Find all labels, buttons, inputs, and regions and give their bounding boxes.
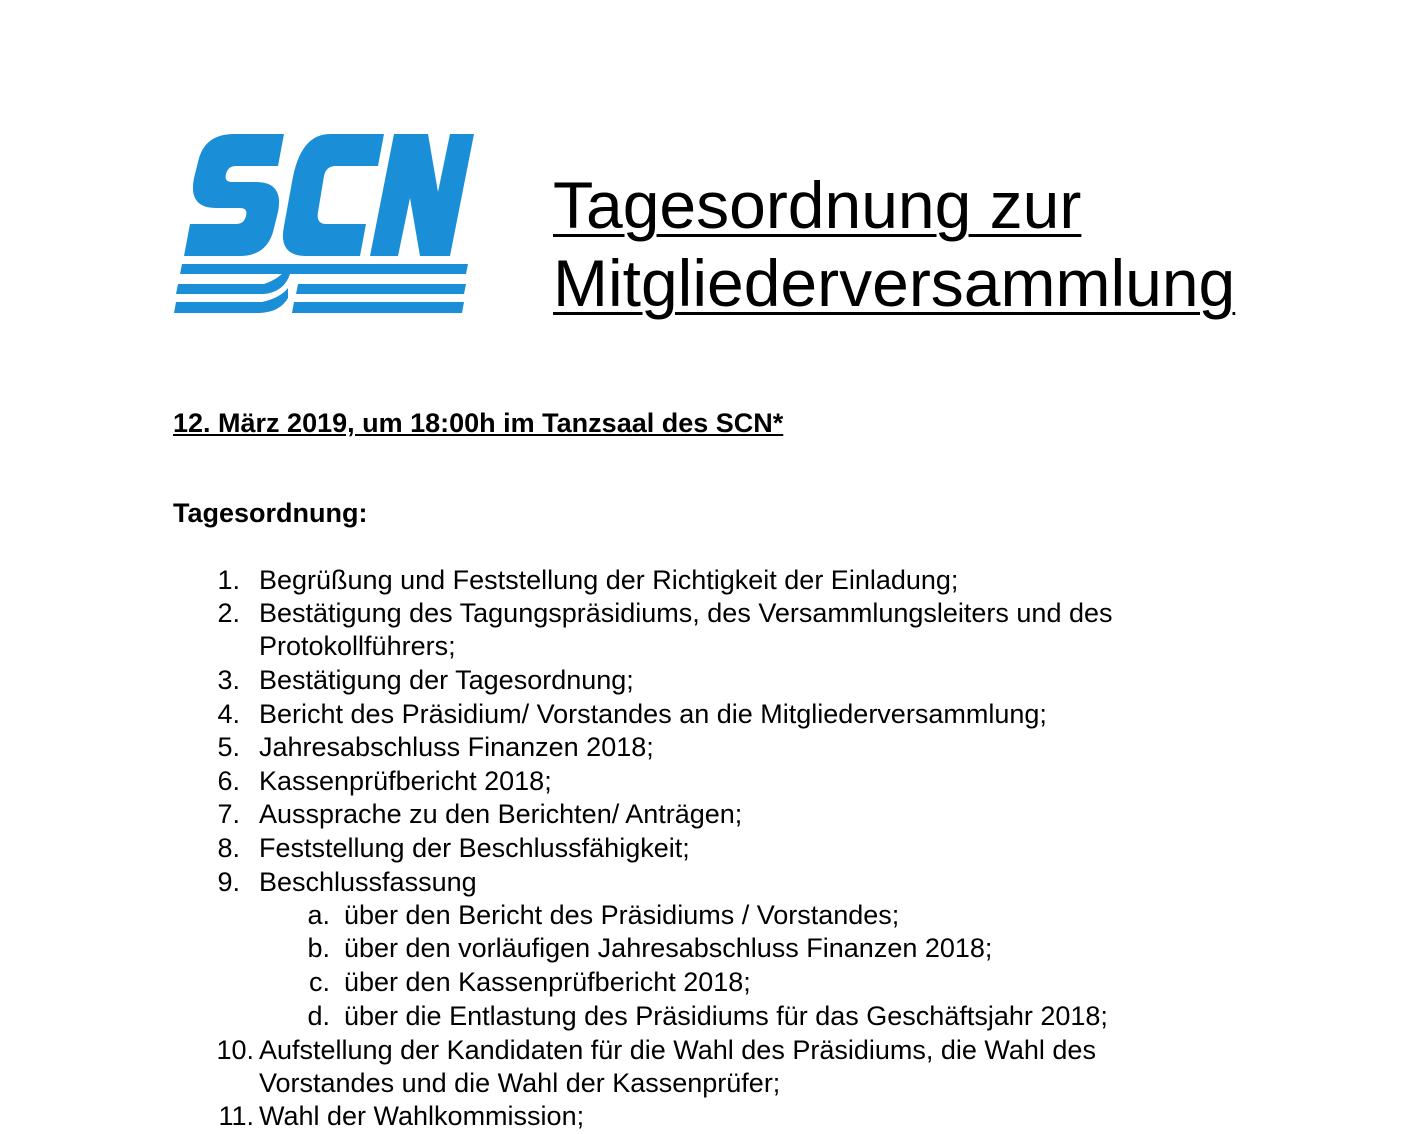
agenda-subitem-text: über die Entlastung des Präsidiums für das Geschäftsjahr 2018;: [344, 1001, 1108, 1031]
meeting-date: 12. März 2019, um 18:00h im Tanzsaal des SCN*: [173, 408, 784, 438]
agenda-item-text-continued: Vorstandes und die Wahl der Kassenprüfer;: [259, 1068, 781, 1098]
agenda-item-number: 6.: [217, 766, 240, 796]
agenda-item-number: 5.: [217, 732, 240, 762]
agenda-item-text: Kassenprüfbericht 2018;: [259, 766, 552, 796]
agenda-subitem-letter: d.: [307, 1001, 330, 1031]
agenda-item-text: Begrüßung und Feststellung der Richtigkeit der Einladung;: [259, 565, 959, 595]
agenda-item-number: 1.: [217, 565, 240, 595]
agenda-subitem-letter: b.: [307, 933, 330, 963]
agenda-item-text: Feststellung der Beschlussfähigkeit;: [259, 833, 690, 863]
agenda-item-number: 9.: [217, 867, 240, 897]
agenda-subitem-text: über den Bericht des Präsidiums / Vorstandes;: [344, 900, 900, 930]
agenda-heading: Tagesordnung:: [173, 498, 368, 528]
agenda-item-number: 3.: [217, 665, 240, 695]
scn-logo: [172, 132, 474, 324]
agenda-item-number: 8.: [217, 833, 240, 863]
agenda-item-number: 7.: [217, 799, 240, 829]
page-title: [553, 166, 1235, 322]
agenda-subitem-text: über den vorläufigen Jahresabschluss Finanzen 2018;: [344, 933, 993, 963]
agenda-subitem-letter: a.: [307, 900, 330, 930]
agenda-item-text: Bericht des Präsidium/ Vorstandes an die Mitgliederversammlung;: [259, 699, 1047, 729]
agenda-item-text: Beschlussfassung: [259, 867, 477, 897]
agenda-item-text: Bestätigung des Tagungspräsidiums, des Versammlungsleiters und des: [259, 598, 1113, 628]
agenda-item-text: Wahl der Wahlkommission;: [259, 1101, 585, 1131]
title-line-1: Tagesordnung zur: [553, 168, 1082, 242]
title-line-2: Mitgliederversammlung: [553, 246, 1236, 320]
agenda-subitem-letter: c.: [308, 967, 330, 997]
agenda-item-text: Bestätigung der Tagesordnung;: [259, 665, 634, 695]
agenda-item-text: Aussprache zu den Berichten/ Anträgen;: [259, 799, 743, 829]
agenda-item-number: 2.: [217, 598, 240, 628]
agenda-item-number: 10.: [216, 1035, 254, 1065]
agenda-item-text-continued: Protokollführers;: [259, 631, 456, 661]
agenda-subitem-text: über den Kassenprüfbericht 2018;: [344, 967, 751, 997]
agenda-item-text: Aufstellung der Kandidaten für die Wahl des Präsidiums, die Wahl des: [259, 1035, 1096, 1065]
agenda-item-number: 4.: [217, 699, 240, 729]
agenda-item-number: 11.: [218, 1101, 254, 1131]
agenda-item-text: Jahresabschluss Finanzen 2018;: [259, 732, 654, 762]
